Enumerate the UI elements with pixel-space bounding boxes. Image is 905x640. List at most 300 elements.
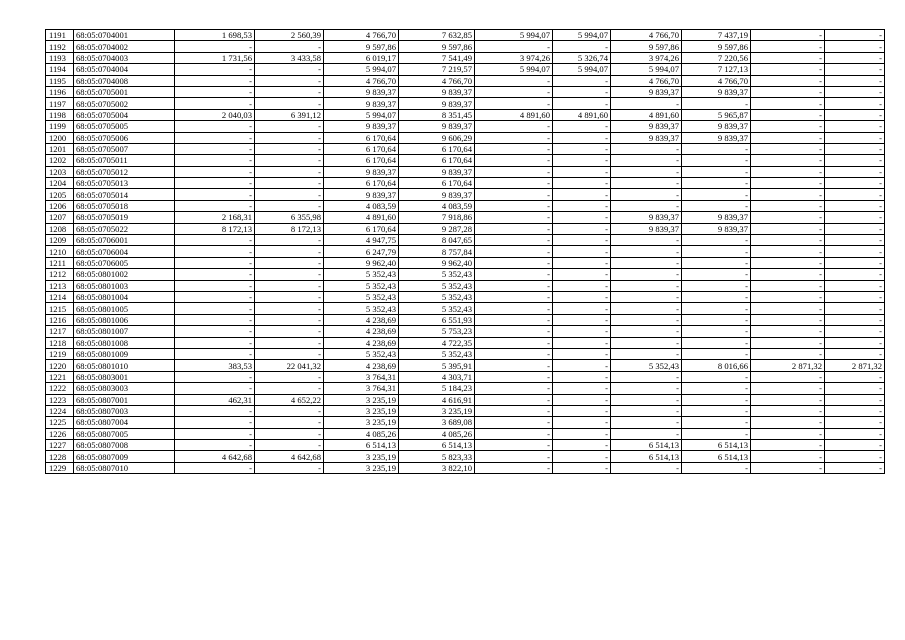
cell-cadastral-code: 68:05:0801004 <box>74 291 175 302</box>
cell-value-5: - <box>475 348 553 359</box>
cell-value-9: - <box>751 257 825 268</box>
cell-value-7: 9 839,37 <box>611 223 682 234</box>
cell-value-9: - <box>751 64 825 75</box>
cell-row-number: 1219 <box>46 348 74 359</box>
cell-value-10: - <box>825 246 885 257</box>
cell-value-3: 3 235,19 <box>324 451 399 462</box>
table-row <box>46 166 885 177</box>
cell-value-8: 9 839,37 <box>682 223 751 234</box>
cell-value-8: 6 514,13 <box>682 451 751 462</box>
cell-value-1: - <box>175 166 255 177</box>
table-row <box>46 440 885 451</box>
cell-value-8: - <box>682 462 751 473</box>
cell-value-7: - <box>611 348 682 359</box>
cell-value-5: - <box>475 462 553 473</box>
cell-row-number: 1209 <box>46 235 74 246</box>
cell-value-8: - <box>682 405 751 416</box>
cell-value-8: - <box>682 394 751 405</box>
cell-value-2: - <box>255 280 324 291</box>
cell-value-8: - <box>682 235 751 246</box>
cell-value-7: - <box>611 314 682 325</box>
cell-value-2: - <box>255 86 324 97</box>
cell-value-3: 9 839,37 <box>324 86 399 97</box>
cell-value-4: 7 632,85 <box>399 30 475 41</box>
cell-value-5: - <box>475 189 553 200</box>
cell-value-10: - <box>825 462 885 473</box>
cell-cadastral-code: 68:05:0801010 <box>74 360 175 371</box>
cell-value-10: - <box>825 405 885 416</box>
cell-value-5: - <box>475 371 553 382</box>
cell-row-number: 1228 <box>46 451 74 462</box>
cell-row-number: 1222 <box>46 383 74 394</box>
cell-value-6: - <box>553 132 611 143</box>
cell-value-4: 8 047,65 <box>399 235 475 246</box>
table-row <box>46 132 885 143</box>
cell-value-3: 4 238,69 <box>324 360 399 371</box>
cell-value-6: - <box>553 155 611 166</box>
cell-value-5: - <box>475 280 553 291</box>
cell-value-1: - <box>175 257 255 268</box>
cell-value-8: - <box>682 280 751 291</box>
cell-value-8: - <box>682 155 751 166</box>
cell-value-7: - <box>611 405 682 416</box>
cell-value-9: - <box>751 166 825 177</box>
cell-value-3: 6 247,79 <box>324 246 399 257</box>
cell-row-number: 1224 <box>46 405 74 416</box>
table-row <box>46 360 885 371</box>
cell-value-2: - <box>255 155 324 166</box>
cell-value-7: - <box>611 337 682 348</box>
table-row <box>46 41 885 52</box>
cell-value-9: - <box>751 52 825 63</box>
cell-value-1: - <box>175 41 255 52</box>
cell-value-8: - <box>682 200 751 211</box>
cell-value-3: 6 019,17 <box>324 52 399 63</box>
cell-value-9: - <box>751 291 825 302</box>
cell-row-number: 1205 <box>46 189 74 200</box>
table-row <box>46 428 885 439</box>
cell-value-6: - <box>553 303 611 314</box>
cell-value-6: - <box>553 257 611 268</box>
cell-value-8: - <box>682 246 751 257</box>
cell-value-2: 6 391,12 <box>255 109 324 120</box>
cell-value-9: - <box>751 337 825 348</box>
cell-value-10: - <box>825 109 885 120</box>
cell-cadastral-code: 68:05:0705018 <box>74 200 175 211</box>
cell-value-5: - <box>475 417 553 428</box>
cell-value-2: - <box>255 405 324 416</box>
cell-value-5: - <box>475 166 553 177</box>
cell-value-8: - <box>682 348 751 359</box>
data-table <box>45 29 885 474</box>
cell-value-5: - <box>475 257 553 268</box>
cell-value-7: - <box>611 371 682 382</box>
table-row <box>46 291 885 302</box>
cell-value-10: - <box>825 440 885 451</box>
cell-value-3: 3 235,19 <box>324 405 399 416</box>
cell-value-9: - <box>751 121 825 132</box>
cell-value-3: 4 947,75 <box>324 235 399 246</box>
cell-value-3: 6 170,64 <box>324 155 399 166</box>
cell-value-6: - <box>553 246 611 257</box>
cell-cadastral-code: 68:05:0803001 <box>74 371 175 382</box>
cell-value-3: 4 238,69 <box>324 337 399 348</box>
cell-value-4: 9 962,40 <box>399 257 475 268</box>
cell-value-7: 4 891,60 <box>611 109 682 120</box>
cell-cadastral-code: 68:05:0706004 <box>74 246 175 257</box>
cell-value-9: - <box>751 405 825 416</box>
cell-cadastral-code: 68:05:0801003 <box>74 280 175 291</box>
cell-value-3: 9 839,37 <box>324 98 399 109</box>
cell-value-8: - <box>682 178 751 189</box>
cell-value-7: 9 597,86 <box>611 41 682 52</box>
cell-row-number: 1210 <box>46 246 74 257</box>
table-row <box>46 371 885 382</box>
cell-value-5: - <box>475 246 553 257</box>
cell-value-4: 4 616,91 <box>399 394 475 405</box>
cell-cadastral-code: 68:05:0807001 <box>74 394 175 405</box>
cell-value-4: 3 689,08 <box>399 417 475 428</box>
cell-value-9: - <box>751 303 825 314</box>
cell-value-9: - <box>751 417 825 428</box>
cell-value-7: - <box>611 269 682 280</box>
cell-value-2: - <box>255 121 324 132</box>
cell-value-6: - <box>553 166 611 177</box>
cell-value-5: - <box>475 41 553 52</box>
cell-value-2: - <box>255 440 324 451</box>
cell-value-7: 4 766,70 <box>611 75 682 86</box>
cell-value-5: - <box>475 337 553 348</box>
cell-value-10: - <box>825 371 885 382</box>
cell-value-2: - <box>255 41 324 52</box>
cell-cadastral-code: 68:05:0705007 <box>74 143 175 154</box>
cell-value-9: - <box>751 86 825 97</box>
cell-value-5: 5 994,07 <box>475 30 553 41</box>
cell-value-10: - <box>825 269 885 280</box>
cell-cadastral-code: 68:05:0807009 <box>74 451 175 462</box>
cell-value-1: - <box>175 383 255 394</box>
cell-cadastral-code: 68:05:0705012 <box>74 166 175 177</box>
cell-value-6: - <box>553 269 611 280</box>
table-body <box>46 30 885 474</box>
cell-value-8: - <box>682 257 751 268</box>
cell-value-6: - <box>553 223 611 234</box>
cell-value-1: - <box>175 64 255 75</box>
cell-value-8: - <box>682 143 751 154</box>
cell-value-2: 2 560,39 <box>255 30 324 41</box>
cell-value-8: 9 839,37 <box>682 86 751 97</box>
cell-value-2: - <box>255 64 324 75</box>
cell-value-9: - <box>751 462 825 473</box>
cell-row-number: 1208 <box>46 223 74 234</box>
table-row <box>46 86 885 97</box>
table-row <box>46 121 885 132</box>
cell-value-5: - <box>475 75 553 86</box>
cell-value-2: - <box>255 189 324 200</box>
table-row <box>46 235 885 246</box>
cell-value-9: - <box>751 235 825 246</box>
cell-value-2: - <box>255 428 324 439</box>
cell-value-6: - <box>553 280 611 291</box>
cell-value-5: - <box>475 143 553 154</box>
cell-value-10: - <box>825 326 885 337</box>
cell-value-10: - <box>825 257 885 268</box>
cell-value-5: - <box>475 405 553 416</box>
cell-row-number: 1197 <box>46 98 74 109</box>
cell-value-9: - <box>751 314 825 325</box>
cell-value-2: - <box>255 462 324 473</box>
cell-value-7: - <box>611 280 682 291</box>
cell-value-4: 9 839,37 <box>399 121 475 132</box>
cell-value-4: 6 514,13 <box>399 440 475 451</box>
cell-value-1: - <box>175 462 255 473</box>
cell-row-number: 1195 <box>46 75 74 86</box>
cell-value-10: - <box>825 52 885 63</box>
cell-value-7: - <box>611 98 682 109</box>
cell-value-8: - <box>682 428 751 439</box>
cell-value-3: 9 839,37 <box>324 166 399 177</box>
cell-value-4: 8 757,84 <box>399 246 475 257</box>
cell-value-1: - <box>175 303 255 314</box>
cell-value-3: 5 994,07 <box>324 109 399 120</box>
cell-value-4: 9 839,37 <box>399 189 475 200</box>
table-row <box>46 178 885 189</box>
cell-value-6: - <box>553 337 611 348</box>
cell-row-number: 1226 <box>46 428 74 439</box>
cell-value-1: - <box>175 269 255 280</box>
table-row <box>46 303 885 314</box>
cell-value-8: - <box>682 303 751 314</box>
cell-value-4: 5 352,43 <box>399 348 475 359</box>
cell-value-10: - <box>825 200 885 211</box>
cell-value-7: - <box>611 155 682 166</box>
cell-value-3: 6 514,13 <box>324 440 399 451</box>
cell-cadastral-code: 68:05:0807003 <box>74 405 175 416</box>
cell-cadastral-code: 68:05:0705013 <box>74 178 175 189</box>
cell-row-number: 1213 <box>46 280 74 291</box>
cell-value-3: 6 170,64 <box>324 143 399 154</box>
cell-value-1: - <box>175 155 255 166</box>
cell-value-5: - <box>475 98 553 109</box>
cell-value-4: 7 219,57 <box>399 64 475 75</box>
cell-value-3: 3 235,19 <box>324 462 399 473</box>
table-row <box>46 348 885 359</box>
cell-value-1: 4 642,68 <box>175 451 255 462</box>
cell-value-8: 6 514,13 <box>682 440 751 451</box>
table-row <box>46 314 885 325</box>
cell-value-1: - <box>175 371 255 382</box>
cell-value-10: - <box>825 417 885 428</box>
cell-value-7: - <box>611 462 682 473</box>
cell-value-10: - <box>825 291 885 302</box>
cell-value-3: 5 352,43 <box>324 269 399 280</box>
cell-value-9: - <box>751 132 825 143</box>
cell-row-number: 1200 <box>46 132 74 143</box>
table-row <box>46 223 885 234</box>
cell-value-7: 9 839,37 <box>611 86 682 97</box>
cell-value-3: 4 083,59 <box>324 200 399 211</box>
cell-value-7: 6 514,13 <box>611 440 682 451</box>
cell-value-3: 5 352,43 <box>324 280 399 291</box>
cell-value-5: - <box>475 291 553 302</box>
cell-value-9: - <box>751 394 825 405</box>
cell-value-9: - <box>751 212 825 223</box>
table-row <box>46 246 885 257</box>
cell-value-3: 3 235,19 <box>324 394 399 405</box>
table-row <box>46 417 885 428</box>
table-row <box>46 200 885 211</box>
cell-value-4: 4 303,71 <box>399 371 475 382</box>
cell-value-5: - <box>475 326 553 337</box>
cell-value-7: - <box>611 200 682 211</box>
cell-value-4: 5 352,43 <box>399 280 475 291</box>
table-row <box>46 30 885 41</box>
cell-value-2: - <box>255 143 324 154</box>
cell-value-10: - <box>825 303 885 314</box>
cell-value-5: 4 891,60 <box>475 109 553 120</box>
cell-value-2: 3 433,58 <box>255 52 324 63</box>
cell-value-9: - <box>751 326 825 337</box>
cell-row-number: 1192 <box>46 41 74 52</box>
cell-value-9: - <box>751 30 825 41</box>
cell-value-8: - <box>682 371 751 382</box>
cell-row-number: 1211 <box>46 257 74 268</box>
cell-value-4: 5 753,23 <box>399 326 475 337</box>
cell-value-7: 4 766,70 <box>611 30 682 41</box>
cell-value-1: 8 172,13 <box>175 223 255 234</box>
cell-value-1: - <box>175 200 255 211</box>
cell-value-6: - <box>553 41 611 52</box>
cell-value-1: - <box>175 189 255 200</box>
cell-value-4: 4 766,70 <box>399 75 475 86</box>
cell-row-number: 1194 <box>46 64 74 75</box>
cell-value-10: - <box>825 189 885 200</box>
cell-value-2: - <box>255 98 324 109</box>
cell-row-number: 1218 <box>46 337 74 348</box>
cell-value-10: - <box>825 212 885 223</box>
cell-value-1: - <box>175 121 255 132</box>
cell-value-3: 9 839,37 <box>324 189 399 200</box>
cell-value-5: 5 994,07 <box>475 64 553 75</box>
cell-value-2: 8 172,13 <box>255 223 324 234</box>
cell-row-number: 1207 <box>46 212 74 223</box>
cell-value-5: - <box>475 212 553 223</box>
cell-value-10: - <box>825 64 885 75</box>
cell-cadastral-code: 68:05:0705002 <box>74 98 175 109</box>
cell-value-7: 6 514,13 <box>611 451 682 462</box>
cell-value-1: 2 168,31 <box>175 212 255 223</box>
cell-value-2: - <box>255 348 324 359</box>
cell-value-6: - <box>553 143 611 154</box>
cell-value-1: - <box>175 280 255 291</box>
cell-value-3: 4 766,70 <box>324 30 399 41</box>
cell-value-7: - <box>611 428 682 439</box>
cell-value-8: - <box>682 337 751 348</box>
table-row <box>46 405 885 416</box>
cell-value-4: 9 606,29 <box>399 132 475 143</box>
cell-value-3: 3 764,31 <box>324 383 399 394</box>
table-row <box>46 280 885 291</box>
cell-value-10: - <box>825 428 885 439</box>
cell-value-5: - <box>475 314 553 325</box>
cell-cadastral-code: 68:05:0705011 <box>74 155 175 166</box>
cell-value-10: - <box>825 75 885 86</box>
cell-value-1: - <box>175 314 255 325</box>
cell-value-7: - <box>611 246 682 257</box>
cell-value-1: - <box>175 75 255 86</box>
cell-value-10: - <box>825 132 885 143</box>
cell-value-2: - <box>255 291 324 302</box>
cell-value-8: 7 437,19 <box>682 30 751 41</box>
cell-value-9: - <box>751 428 825 439</box>
cell-row-number: 1202 <box>46 155 74 166</box>
cell-value-7: - <box>611 394 682 405</box>
cell-cadastral-code: 68:05:0807008 <box>74 440 175 451</box>
cell-value-7: - <box>611 291 682 302</box>
cell-value-9: - <box>751 383 825 394</box>
cell-row-number: 1196 <box>46 86 74 97</box>
cell-value-8: 9 597,86 <box>682 41 751 52</box>
cell-value-8: - <box>682 269 751 280</box>
table-row <box>46 109 885 120</box>
cell-row-number: 1225 <box>46 417 74 428</box>
cell-value-4: 4 085,26 <box>399 428 475 439</box>
cell-value-7: - <box>611 257 682 268</box>
cell-value-3: 5 352,43 <box>324 348 399 359</box>
cell-value-9: - <box>751 41 825 52</box>
cell-cadastral-code: 68:05:0705006 <box>74 132 175 143</box>
cell-value-9: - <box>751 348 825 359</box>
cell-row-number: 1217 <box>46 326 74 337</box>
cell-value-4: 5 352,43 <box>399 291 475 302</box>
cell-value-10: - <box>825 166 885 177</box>
table-row <box>46 155 885 166</box>
cell-value-1: - <box>175 348 255 359</box>
cell-row-number: 1191 <box>46 30 74 41</box>
cell-cadastral-code: 68:05:0801002 <box>74 269 175 280</box>
table-row <box>46 143 885 154</box>
cell-cadastral-code: 68:05:0801006 <box>74 314 175 325</box>
cell-value-5: - <box>475 360 553 371</box>
cell-row-number: 1214 <box>46 291 74 302</box>
cell-value-2: 4 642,68 <box>255 451 324 462</box>
cell-value-8: 9 839,37 <box>682 121 751 132</box>
cell-value-2: - <box>255 326 324 337</box>
cell-value-3: 4 238,69 <box>324 314 399 325</box>
cell-value-4: 9 839,37 <box>399 98 475 109</box>
cell-value-10: - <box>825 30 885 41</box>
cell-value-7: - <box>611 189 682 200</box>
cell-value-1: - <box>175 143 255 154</box>
cell-value-5: - <box>475 269 553 280</box>
cell-cadastral-code: 68:05:0704001 <box>74 30 175 41</box>
cell-value-1: - <box>175 178 255 189</box>
cell-value-2: - <box>255 371 324 382</box>
cell-value-6: - <box>553 394 611 405</box>
cell-value-8: - <box>682 383 751 394</box>
cell-cadastral-code: 68:05:0704002 <box>74 41 175 52</box>
cell-value-9: - <box>751 189 825 200</box>
cell-value-6: - <box>553 462 611 473</box>
cell-cadastral-code: 68:05:0801008 <box>74 337 175 348</box>
cell-cadastral-code: 68:05:0705014 <box>74 189 175 200</box>
cell-value-6: - <box>553 86 611 97</box>
cell-value-4: 6 170,64 <box>399 143 475 154</box>
cell-row-number: 1199 <box>46 121 74 132</box>
cell-value-1: - <box>175 86 255 97</box>
cell-value-6: - <box>553 405 611 416</box>
cell-value-6: - <box>553 451 611 462</box>
